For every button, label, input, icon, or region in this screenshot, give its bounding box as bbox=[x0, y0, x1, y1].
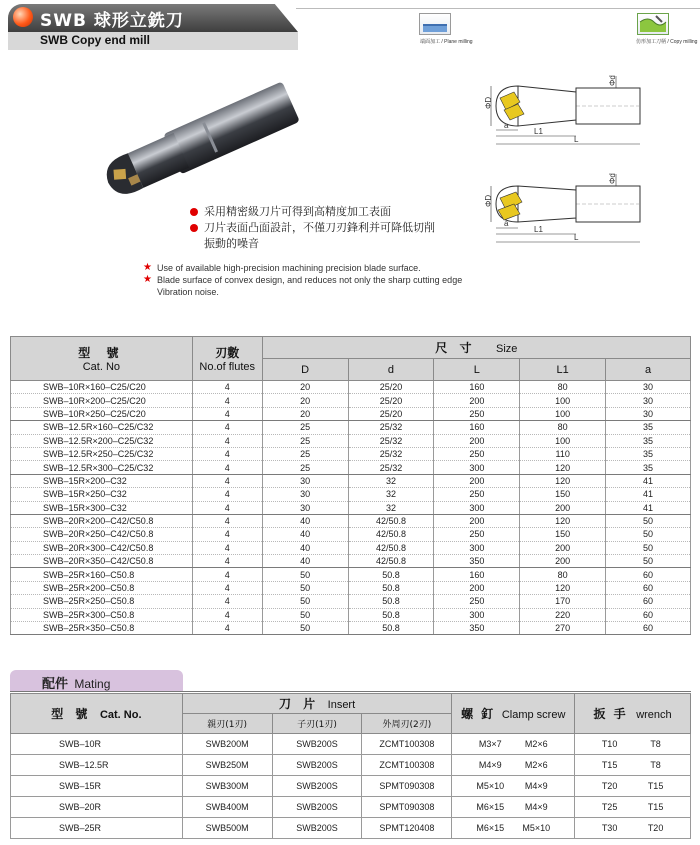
cell-flutes: 4 bbox=[192, 541, 262, 554]
cell-cat-no: SWB–25R×200–C50.8 bbox=[11, 581, 193, 594]
table-row bbox=[11, 581, 691, 594]
cell-d: 25/20 bbox=[348, 394, 434, 407]
cell-d: 25/32 bbox=[348, 461, 434, 474]
cell-a: 30 bbox=[606, 407, 691, 420]
spec-table bbox=[10, 336, 691, 635]
red-bullet-icon bbox=[190, 224, 198, 232]
drawing-label-L1: L1 bbox=[534, 127, 543, 136]
cell-d: 42/50.8 bbox=[348, 555, 434, 568]
cell-flutes: 4 bbox=[192, 447, 262, 460]
cell-flutes: 4 bbox=[192, 501, 262, 514]
cell-a: 30 bbox=[606, 394, 691, 407]
plane-milling-caption: 端面加工 / Plane milling bbox=[420, 39, 473, 45]
cell-cat-no: SWB–20R×350–C42/C50.8 bbox=[11, 555, 193, 568]
drawing-label-a: a bbox=[504, 121, 509, 130]
cell-screw-1: M5×10 bbox=[476, 781, 505, 791]
cell-a: 41 bbox=[606, 474, 691, 487]
cell-insert-parent: SWB200M bbox=[182, 734, 272, 755]
cell-wrench-1: T25 bbox=[601, 802, 618, 812]
cell-L: 250 bbox=[434, 488, 520, 501]
cell-D: 20 bbox=[262, 394, 348, 407]
cell-L: 200 bbox=[434, 474, 520, 487]
cell-cat-no: SWB–12.5R bbox=[11, 755, 183, 776]
col-a-header: a bbox=[606, 359, 691, 381]
cell-D: 25 bbox=[262, 447, 348, 460]
cell-L: 160 bbox=[434, 381, 520, 394]
col-flutes-header-cn: 刃數 bbox=[215, 346, 240, 360]
cell-L1: 80 bbox=[520, 568, 606, 581]
cell-screw-2: M2×6 bbox=[524, 760, 548, 770]
cell-wrench bbox=[575, 776, 691, 797]
drawing2-label-D: ΦD bbox=[484, 194, 493, 207]
cell-cat-no: SWB–12.5R×250–C25/C32 bbox=[11, 447, 193, 460]
cell-a: 35 bbox=[606, 461, 691, 474]
cell-L: 350 bbox=[434, 555, 520, 568]
cell-cat-no: SWB–10R bbox=[11, 734, 183, 755]
table-row bbox=[11, 797, 691, 818]
cell-screw bbox=[452, 818, 575, 839]
cell-insert-child: SWB200S bbox=[272, 818, 362, 839]
cell-L1: 100 bbox=[520, 394, 606, 407]
cell-d: 25/32 bbox=[348, 421, 434, 434]
col-L-header: L bbox=[434, 359, 520, 381]
cell-cat-no: SWB–10R×250–C25/C20 bbox=[11, 407, 193, 420]
cell-D: 50 bbox=[262, 581, 348, 594]
cell-wrench-2: T15 bbox=[647, 802, 664, 812]
cell-L: 250 bbox=[434, 528, 520, 541]
cell-L1: 200 bbox=[520, 541, 606, 554]
cell-L: 250 bbox=[434, 407, 520, 420]
feature-en-2-cont: Vibration noise. bbox=[157, 287, 219, 297]
col-size-header-en: Size bbox=[495, 343, 518, 355]
cell-screw bbox=[452, 734, 575, 755]
table-row bbox=[11, 501, 691, 514]
mating-insert-header-en: Insert bbox=[327, 699, 356, 711]
table-row bbox=[11, 776, 691, 797]
table-row bbox=[11, 421, 691, 434]
table-row bbox=[11, 447, 691, 460]
cell-L1: 80 bbox=[520, 381, 606, 394]
col-size-header-cn: 尺 寸 bbox=[435, 341, 476, 355]
cell-L: 200 bbox=[434, 434, 520, 447]
mating-table-body bbox=[11, 734, 691, 839]
cell-D: 40 bbox=[262, 528, 348, 541]
cell-D: 25 bbox=[262, 434, 348, 447]
cell-L1: 110 bbox=[520, 447, 606, 460]
cell-insert-peripheral: SPMT090308 bbox=[362, 797, 452, 818]
col-flutes-header bbox=[192, 337, 262, 381]
cell-cat-no: SWB–20R×250–C42/C50.8 bbox=[11, 528, 193, 541]
spec-table-body bbox=[11, 381, 691, 635]
cell-D: 20 bbox=[262, 407, 348, 420]
mating-model-header-en: Cat. No. bbox=[99, 709, 142, 721]
feature-en-1-text: Use of available high-precision machining precision blade surface. bbox=[157, 263, 421, 273]
cell-L1: 120 bbox=[520, 461, 606, 474]
mating-wrench-header-en: wrench bbox=[636, 709, 672, 721]
cell-insert-peripheral: ZCMT100308 bbox=[362, 755, 452, 776]
table-row bbox=[11, 461, 691, 474]
cell-L1: 120 bbox=[520, 514, 606, 527]
cell-d: 32 bbox=[348, 474, 434, 487]
cell-insert-child: SWB200S bbox=[272, 797, 362, 818]
cell-cat-no: SWB–25R bbox=[11, 818, 183, 839]
plane-milling-icon bbox=[419, 13, 451, 35]
table-row bbox=[11, 818, 691, 839]
cell-screw bbox=[452, 755, 575, 776]
red-star-icon: ★ bbox=[143, 274, 152, 285]
table-row bbox=[11, 734, 691, 755]
cell-screw-1: M6×15 bbox=[476, 802, 505, 812]
mating-screw-header bbox=[452, 694, 575, 734]
cell-flutes: 4 bbox=[192, 555, 262, 568]
cell-d: 32 bbox=[348, 488, 434, 501]
feature-en-2-text: Blade surface of convex design, and reduces not only the sharp cutting edge bbox=[157, 275, 463, 285]
cell-a: 35 bbox=[606, 447, 691, 460]
col-D-header: D bbox=[262, 359, 348, 381]
cell-L1: 170 bbox=[520, 595, 606, 608]
feature-cn-1 bbox=[190, 204, 435, 220]
cell-wrench bbox=[575, 734, 691, 755]
table-row bbox=[11, 568, 691, 581]
mating-insert-sub-3: 外周刃(2刃) bbox=[362, 714, 452, 734]
features-english bbox=[143, 262, 462, 298]
cell-cat-no: SWB–20R bbox=[11, 797, 183, 818]
cell-a: 50 bbox=[606, 541, 691, 554]
col-model-header bbox=[11, 337, 193, 381]
cell-d: 50.8 bbox=[348, 581, 434, 594]
cell-L: 250 bbox=[434, 447, 520, 460]
cell-d: 50.8 bbox=[348, 595, 434, 608]
cell-d: 50.8 bbox=[348, 608, 434, 621]
cell-a: 60 bbox=[606, 581, 691, 594]
cell-L: 200 bbox=[434, 581, 520, 594]
cell-screw bbox=[452, 797, 575, 818]
cell-flutes: 4 bbox=[192, 421, 262, 434]
cell-flutes: 4 bbox=[192, 381, 262, 394]
cell-d: 25/20 bbox=[348, 381, 434, 394]
cell-insert-peripheral: SPMT090308 bbox=[362, 776, 452, 797]
cell-L: 200 bbox=[434, 394, 520, 407]
cell-d: 42/50.8 bbox=[348, 541, 434, 554]
cell-D: 40 bbox=[262, 541, 348, 554]
cell-flutes: 4 bbox=[192, 394, 262, 407]
cell-cat-no: SWB–15R bbox=[11, 776, 183, 797]
col-flutes-header-en: No.of flutes bbox=[199, 361, 256, 373]
cell-L1: 120 bbox=[520, 474, 606, 487]
cell-screw-1: M4×9 bbox=[478, 760, 502, 770]
cell-d: 50.8 bbox=[348, 568, 434, 581]
cell-a: 50 bbox=[606, 514, 691, 527]
col-size-header bbox=[262, 337, 690, 359]
cell-L1: 150 bbox=[520, 528, 606, 541]
mating-insert-header-cn: 刀 片 bbox=[278, 697, 320, 711]
table-row bbox=[11, 608, 691, 621]
cell-wrench-1: T20 bbox=[601, 781, 618, 791]
mating-insert-header bbox=[182, 694, 452, 714]
cell-L1: 200 bbox=[520, 555, 606, 568]
cell-a: 60 bbox=[606, 595, 691, 608]
cell-L: 300 bbox=[434, 608, 520, 621]
cell-L: 300 bbox=[434, 461, 520, 474]
cell-a: 41 bbox=[606, 488, 691, 501]
cell-insert-parent: SWB400M bbox=[182, 797, 272, 818]
mating-table bbox=[10, 693, 691, 839]
cell-D: 20 bbox=[262, 381, 348, 394]
mating-model-header bbox=[11, 694, 183, 734]
cell-L1: 150 bbox=[520, 488, 606, 501]
red-bullet-icon bbox=[190, 208, 198, 216]
copy-milling-icon bbox=[637, 13, 669, 35]
cell-insert-parent: SWB500M bbox=[182, 818, 272, 839]
cell-cat-no: SWB–12.5R×300–C25/C32 bbox=[11, 461, 193, 474]
mating-model-header-cn: 型 號 bbox=[51, 707, 92, 721]
cell-wrench-1: T30 bbox=[601, 823, 618, 833]
page-subtitle: SWB Copy end mill bbox=[40, 33, 151, 47]
cell-insert-parent: SWB250M bbox=[182, 755, 272, 776]
cell-L1: 220 bbox=[520, 608, 606, 621]
features-chinese bbox=[190, 204, 435, 252]
cell-cat-no: SWB–10R×200–C25/C20 bbox=[11, 394, 193, 407]
feature-cn-2-text: 刀片表面凸面設計，不僅刀刃鋒利并可降低切削 bbox=[204, 221, 435, 234]
cell-L: 300 bbox=[434, 541, 520, 554]
cell-cat-no: SWB–25R×160–C50.8 bbox=[11, 568, 193, 581]
cell-cat-no: SWB–20R×200–C42/C50.8 bbox=[11, 514, 193, 527]
drawing2-label-L1: L1 bbox=[534, 225, 543, 234]
mating-screw-header-en: Clamp screw bbox=[501, 709, 566, 721]
header-rule bbox=[296, 8, 700, 9]
feature-cn-2 bbox=[190, 220, 435, 236]
table-row bbox=[11, 528, 691, 541]
cell-flutes: 4 bbox=[192, 608, 262, 621]
cell-wrench-2: T8 bbox=[650, 739, 661, 749]
cell-screw-2: M4×9 bbox=[524, 802, 548, 812]
cell-L1: 120 bbox=[520, 581, 606, 594]
cell-L1: 100 bbox=[520, 434, 606, 447]
cell-cat-no: SWB–25R×250–C50.8 bbox=[11, 595, 193, 608]
cell-d: 25/32 bbox=[348, 434, 434, 447]
cell-insert-peripheral: ZCMT100308 bbox=[362, 734, 452, 755]
feature-en-2 bbox=[143, 274, 462, 286]
cell-cat-no: SWB–15R×200–C32 bbox=[11, 474, 193, 487]
cell-L1: 270 bbox=[520, 622, 606, 635]
orange-ball-icon bbox=[13, 7, 33, 27]
cell-flutes: 4 bbox=[192, 488, 262, 501]
table-row bbox=[11, 394, 691, 407]
drawing-label-d: Φd bbox=[608, 75, 617, 86]
col-d-header: d bbox=[348, 359, 434, 381]
cell-D: 30 bbox=[262, 501, 348, 514]
cell-d: 42/50.8 bbox=[348, 514, 434, 527]
cell-flutes: 4 bbox=[192, 595, 262, 608]
red-star-icon: ★ bbox=[143, 262, 152, 273]
cell-wrench-1: T10 bbox=[601, 739, 618, 749]
drawing-label-D: ΦD bbox=[484, 96, 493, 109]
cell-D: 50 bbox=[262, 568, 348, 581]
cell-flutes: 4 bbox=[192, 622, 262, 635]
cell-a: 50 bbox=[606, 528, 691, 541]
cell-wrench-2: T15 bbox=[647, 781, 664, 791]
cell-L1: 200 bbox=[520, 501, 606, 514]
cell-cat-no: SWB–12.5R×160–C25/C32 bbox=[11, 421, 193, 434]
mating-title bbox=[42, 673, 110, 692]
cell-screw bbox=[452, 776, 575, 797]
copy-milling-caption: 仿形加工刀柄 / Copy milling bbox=[636, 39, 698, 45]
cell-D: 30 bbox=[262, 488, 348, 501]
cell-D: 25 bbox=[262, 421, 348, 434]
cell-D: 25 bbox=[262, 461, 348, 474]
drawing2-label-L: L bbox=[574, 233, 579, 242]
feature-cn-2-cont: 振動的噪音 bbox=[204, 237, 259, 250]
cell-flutes: 4 bbox=[192, 528, 262, 541]
mating-wrench-header-cn: 扳 手 bbox=[593, 707, 628, 721]
cell-d: 25/32 bbox=[348, 447, 434, 460]
cell-insert-child: SWB200S bbox=[272, 755, 362, 776]
cell-cat-no: SWB–20R×300–C42/C50.8 bbox=[11, 541, 193, 554]
drawing2-label-a: a bbox=[504, 219, 509, 228]
col-L1-header: L1 bbox=[520, 359, 606, 381]
mating-title-cn: 配件 bbox=[42, 677, 69, 692]
cell-d: 50.8 bbox=[348, 622, 434, 635]
cell-flutes: 4 bbox=[192, 514, 262, 527]
cell-wrench bbox=[575, 797, 691, 818]
table-row bbox=[11, 755, 691, 776]
top-dimension-drawing bbox=[478, 72, 658, 152]
cell-d: 32 bbox=[348, 501, 434, 514]
cell-wrench bbox=[575, 818, 691, 839]
cell-cat-no: SWB–15R×250–C32 bbox=[11, 488, 193, 501]
cell-screw-1: M6×15 bbox=[476, 823, 505, 833]
mating-rule bbox=[10, 691, 691, 692]
table-row bbox=[11, 474, 691, 487]
table-row bbox=[11, 595, 691, 608]
mating-insert-sub-1: 親刃(1刃) bbox=[182, 714, 272, 734]
mating-wrench-header bbox=[575, 694, 691, 734]
cell-wrench-2: T20 bbox=[647, 823, 664, 833]
cell-a: 41 bbox=[606, 501, 691, 514]
mating-insert-sub-2: 子刃(1刃) bbox=[272, 714, 362, 734]
cell-D: 30 bbox=[262, 474, 348, 487]
cell-cat-no: SWB–12.5R×200–C25/C32 bbox=[11, 434, 193, 447]
cell-L: 350 bbox=[434, 622, 520, 635]
table-row bbox=[11, 514, 691, 527]
cell-a: 60 bbox=[606, 608, 691, 621]
cell-cat-no: SWB–15R×300–C32 bbox=[11, 501, 193, 514]
cell-flutes: 4 bbox=[192, 461, 262, 474]
cell-L: 160 bbox=[434, 421, 520, 434]
cell-insert-child: SWB200S bbox=[272, 734, 362, 755]
table-row bbox=[11, 407, 691, 420]
cell-D: 50 bbox=[262, 595, 348, 608]
cell-screw-2: M4×9 bbox=[524, 781, 548, 791]
col-model-header-en: Cat. No bbox=[82, 361, 121, 373]
cell-a: 35 bbox=[606, 434, 691, 447]
cell-wrench-1: T15 bbox=[601, 760, 618, 770]
cell-L1: 100 bbox=[520, 407, 606, 420]
cell-D: 50 bbox=[262, 622, 348, 635]
cell-L: 250 bbox=[434, 595, 520, 608]
table-row bbox=[11, 555, 691, 568]
feature-en-1 bbox=[143, 262, 462, 274]
cell-screw-2: M5×10 bbox=[522, 823, 551, 833]
cell-L: 300 bbox=[434, 501, 520, 514]
cell-flutes: 4 bbox=[192, 474, 262, 487]
mating-screw-header-cn: 螺 釘 bbox=[461, 707, 496, 721]
cell-cat-no: SWB–25R×300–C50.8 bbox=[11, 608, 193, 621]
cell-cat-no: SWB–10R×160–C25/C20 bbox=[11, 381, 193, 394]
table-row bbox=[11, 622, 691, 635]
cell-a: 60 bbox=[606, 622, 691, 635]
cell-D: 50 bbox=[262, 608, 348, 621]
cell-a: 30 bbox=[606, 381, 691, 394]
cell-wrench bbox=[575, 755, 691, 776]
cell-D: 40 bbox=[262, 514, 348, 527]
table-row bbox=[11, 541, 691, 554]
page-title: SWB 球形立銑刀 bbox=[40, 11, 184, 31]
cell-cat-no: SWB–25R×350–C50.8 bbox=[11, 622, 193, 635]
mating-title-en: Mating bbox=[74, 677, 111, 691]
cell-d: 25/20 bbox=[348, 407, 434, 420]
cell-d: 42/50.8 bbox=[348, 528, 434, 541]
cell-screw-1: M3×7 bbox=[478, 739, 502, 749]
cell-flutes: 4 bbox=[192, 407, 262, 420]
bottom-dimension-drawing bbox=[478, 170, 658, 250]
cell-D: 40 bbox=[262, 555, 348, 568]
cell-wrench-2: T8 bbox=[650, 760, 661, 770]
cell-flutes: 4 bbox=[192, 581, 262, 594]
table-row bbox=[11, 381, 691, 394]
cell-screw-2: M2×6 bbox=[524, 739, 548, 749]
cell-L: 200 bbox=[434, 514, 520, 527]
cell-a: 50 bbox=[606, 555, 691, 568]
cell-insert-child: SWB200S bbox=[272, 776, 362, 797]
drawing2-label-d: Φd bbox=[608, 173, 617, 184]
cell-insert-peripheral: SPMT120408 bbox=[362, 818, 452, 839]
col-model-header-cn: 型 號 bbox=[78, 346, 125, 360]
drawing-label-L: L bbox=[574, 135, 579, 144]
cell-insert-parent: SWB300M bbox=[182, 776, 272, 797]
cell-L: 160 bbox=[434, 568, 520, 581]
cell-a: 60 bbox=[606, 568, 691, 581]
cell-a: 35 bbox=[606, 421, 691, 434]
cell-flutes: 4 bbox=[192, 568, 262, 581]
table-row bbox=[11, 488, 691, 501]
feature-cn-1-text: 采用精密級刀片可得到高精度加工表面 bbox=[204, 205, 391, 218]
cell-flutes: 4 bbox=[192, 434, 262, 447]
cell-L1: 80 bbox=[520, 421, 606, 434]
table-row bbox=[11, 434, 691, 447]
tool-photo bbox=[90, 78, 310, 208]
